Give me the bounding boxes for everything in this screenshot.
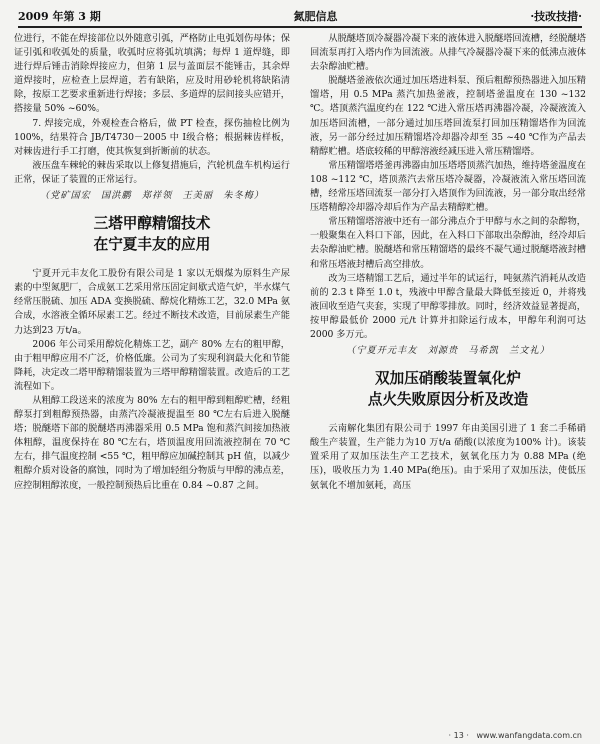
paragraph: 液压盘车棘轮的棘齿采取以上修复措施后，汽轮机盘车机构运行正常，保证了装置的正常运行。 [14, 159, 290, 185]
paragraph: 7. 焊接完成，外观检查合格后，做 PT 检查，探伤抽检比例为 100%，结果符合 JB/T4730－2005 中 Ⅰ级合格；根据棘齿样板，对棘齿进行手工打磨，使其恢复到折断前的状态。 [14, 117, 290, 157]
page-number: · 13 · [448, 731, 469, 740]
section-label: ·技改技措· [530, 10, 582, 23]
paragraph: 常压精馏塔溶液中还有一部分沸点介于甲醇与水之间的杂醇物，一般聚集在入料口下部，因此，在入料口下部取出杂醇油，经冷却后去杂醇油贮槽。脱醚塔和常压精馏塔的最终不凝气通过脱醚塔液封槽和常压塔液封槽后高空排放。 [310, 216, 586, 270]
paragraph: 改为三塔精馏工艺后，通过半年的试运行，吨氨蒸汽消耗从改造前的 2.3 t 降至 1.0 t，残液中甲醇含量最大降低至接近 0，并将残液回收至造气夹套，实现了甲醇零排放。同时，经济效益显著提高，按甲醇最低价 2000 元/t 计算并扣除运行成本，甲醇年利润可达 2000 多万元。 [310, 272, 586, 340]
author-line: （党矿国宏 国洪鹏 郑祥领 王美丽 朱冬梅） [39, 190, 265, 202]
left-column [14, 32, 290, 732]
paragraph: 从粗醇工段送来的浓度为 80% 左右的粗甲醇到粗醇贮槽，经粗醇泵打到粗醇预热器，由蒸汽冷凝液提温至 80 ℃左右后进入脱醚塔；脱醚塔下部的脱醚塔再沸器采用 0.5 MPa 饱和蒸汽间接加热液体粗醇，温度保持在 80 ℃左右，塔顶温度用回流液控制在 70 ℃左右，排气温度控制 <55 ℃，粗甲醇应加碱控制其 pH 值，以减少粗醇介质对设备的腐蚀，同时为了增加轻组分物质与甲醇的沸点差，应控制粗醇浓度，一般控制预热后比重在 0.84 ~0.87 之间。 [14, 394, 290, 491]
article-title-line: 在宁夏丰友的应用 [93, 236, 211, 254]
paragraph: 云南解化集团有限公司于 1997 年由美国引进了 1 套二手稀硝酸生产装置，生产能力为10 万t/a 硝酸(以浓度为100% 计)。该装置采用了双加压法生产工艺技术，氨氧化压力为 0.88 MPa (绝压)，吸收压力为 1.40 MPa(绝压)。由于采用了双加压法，使低压氨氧化不增加氨耗，高压 [310, 423, 586, 491]
article-title-line: 点火失败原因分析及改造 [367, 391, 529, 409]
issue-label: 2009 年第 3 期 [18, 10, 101, 23]
watermark-text: www.wanfangdata.com.cn [476, 731, 582, 740]
article-title [310, 368, 586, 410]
page-footer [449, 731, 582, 740]
right-column [310, 32, 586, 732]
paragraph: 位进行，不能在焊接部位以外随意引弧，严格防止电弧划伤母体；保证引弧和收弧处的质量，收弧时应将弧坑填满；每焊 1 道焊缝，即进行焊后锤击消除焊接应力，但第 1 层与盖面层不能锤击，其余焊道焊接时，应检查上层焊道，若有缺陷，应及时用砂轮机将缺陷清除，按原工艺要求重新进行焊接；多层、多道焊的层间接头应错开，搭接量 50% ~60%。 [14, 33, 290, 115]
paragraph: 宁夏开元丰友化工股份有限公司是 1 家以无烟煤为原料生产尿素的中型氮肥厂，合成氨工艺采用常压固定间歇式造气炉，半水煤气经常压脱硫、加压 ADA 变换脱硫、醇烷化精炼工艺，32.0 MPa 氨合成，水溶液全循环尿素工艺。经过不断技术改造，目前尿素生产能力达到23 万t/a。 [14, 268, 290, 336]
article-title-line: 双加压硝酸装置氧化炉 [375, 370, 521, 388]
article-title [14, 213, 290, 255]
paragraph: 脱醚塔釜液依次通过加压塔进料泵、预后粗醇预热器进入加压精馏塔，用 0.5 MPa 蒸汽加热釜液，控制塔釜温度在 130 ~132 ℃。塔顶蒸汽温度约在 122 ℃进入常压塔再沸器冷凝，冷凝液流入加压塔回流槽，一部分通过加压塔回流泵打回加压精馏塔作为回流液，另一部分经过加压精馏塔冷却器冷却至 35 ~40 ℃作为产品去精醇贮槽。塔底较稀的甲醇溶液经减压进入常压精馏塔。 [310, 75, 586, 157]
paragraph: 常压精馏塔塔釜再沸器由加压塔塔顶蒸汽加热，维持塔釜温度在 108 ~112 ℃，塔顶蒸汽去常压塔冷凝器，冷凝液流入常压塔回流槽，经常压塔回流泵一部分打入塔顶作为回流液，另一部分取出经常压塔精醇冷却器冷却后作为产品去精醇贮槽。 [310, 159, 586, 214]
journal-name: 氮肥信息 [293, 10, 338, 23]
paragraph: 从脱醚塔顶冷凝器冷凝下来的液体进入脱醚塔回流槽，经脱醚塔回流泵再打入塔内作为回流液。从排气冷凝器冷凝下来的低沸点液体去杂醇油贮槽。 [310, 33, 586, 73]
paragraph: 2006 年公司采用醇烷化精炼工艺，副产 80% 左右的粗甲醇，由于粗甲醇应用不广泛，价格低廉。公司为了实现利润最大化和节能降耗，决定改二塔甲醇精馏装置为三塔甲醇精馏装置。改造后的工艺流程如下。 [14, 338, 290, 392]
running-header [18, 6, 582, 28]
article-title-line: 三塔甲醇精馏技术 [93, 215, 211, 233]
author-line: （宁夏开元丰友 刘源贵 马希凯 兰文礼） [346, 345, 550, 357]
